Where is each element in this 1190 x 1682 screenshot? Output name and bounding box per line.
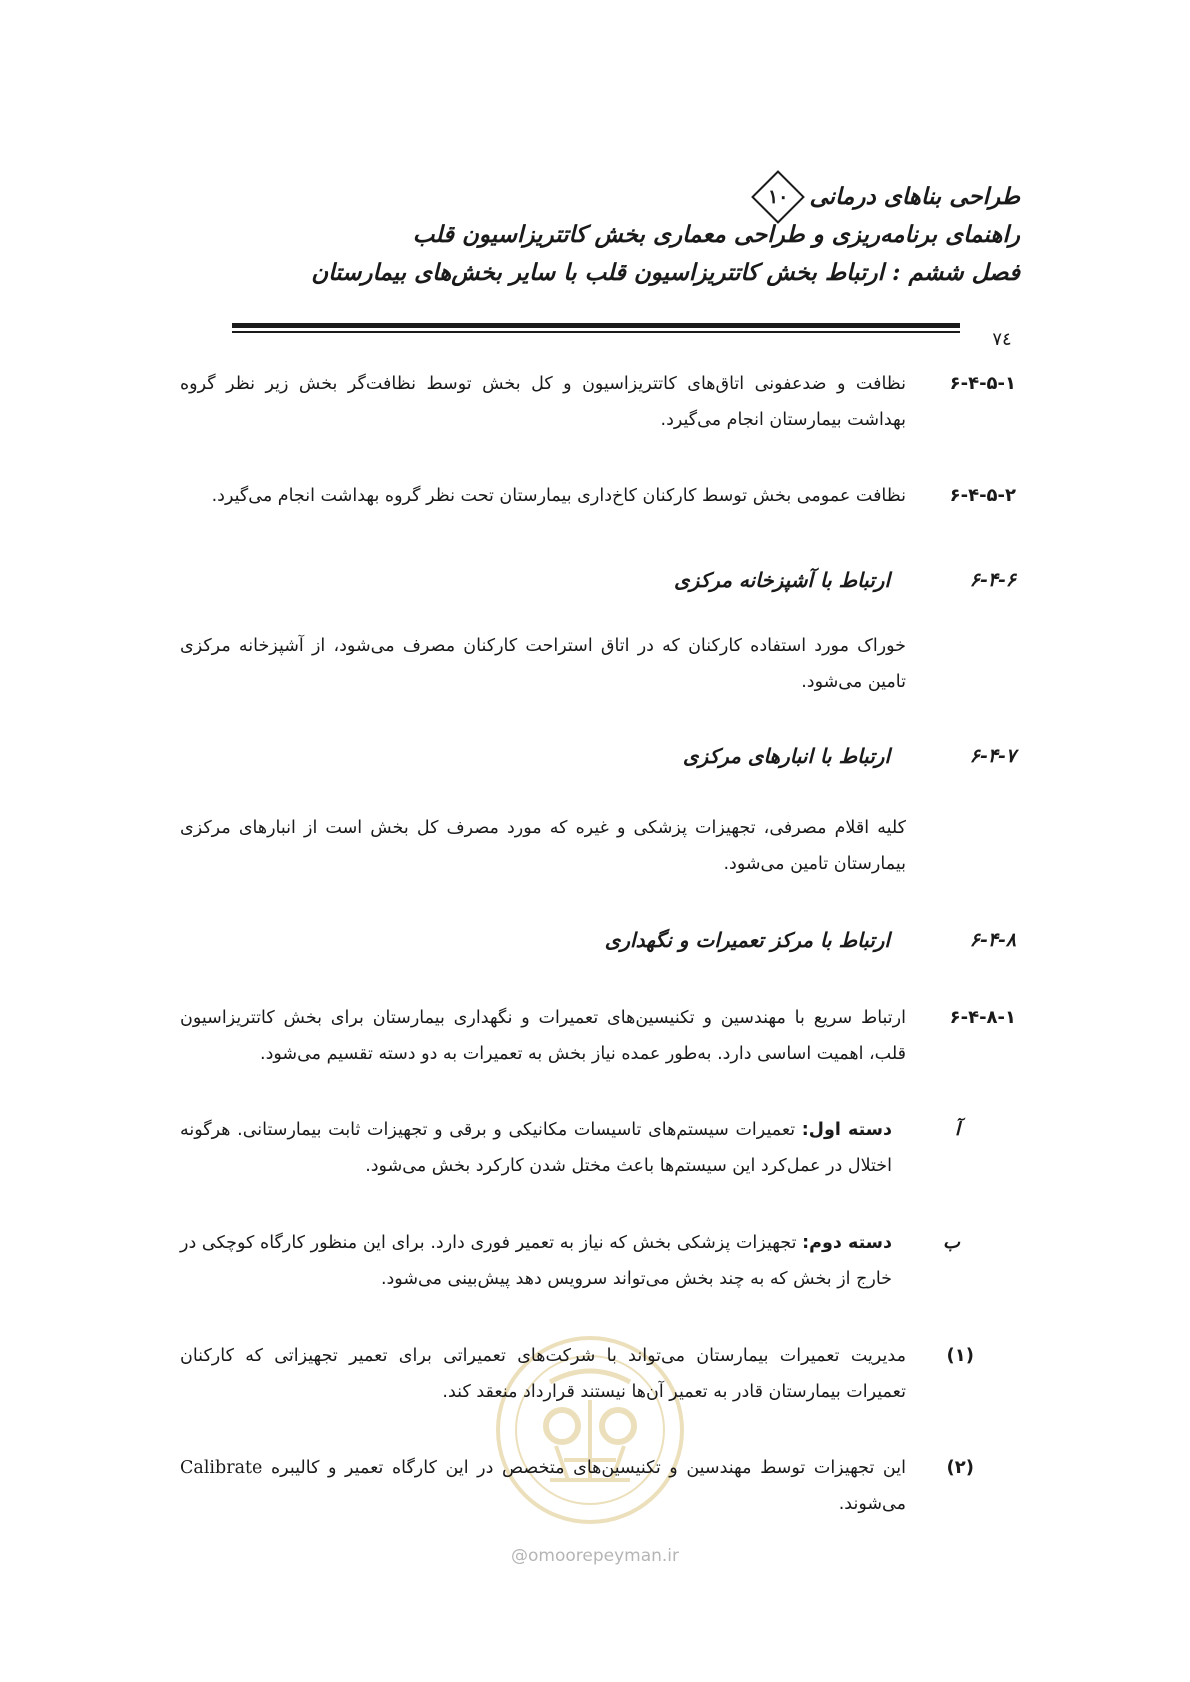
category-lead: دسته اول:	[801, 1120, 892, 1140]
item-text: ارتباط سریع با مهندسین و تکنیسین‌های تعمیرات و نگهداری بیمارستان برای بخش کاتتریزاسیون قلب، اهمیت اساسی دارد. به‌طور عمده نیاز بخش به تعمیرات به دو دسته تقسیم می‌شود.	[180, 1008, 906, 1064]
category-text	[180, 1112, 892, 1184]
item-number: ۶-۴-۵-۲	[949, 485, 1016, 506]
section-title: ارتباط با آشپزخانه مرکزی	[673, 568, 890, 592]
section-text: کلیه اقلام مصرفی، تجهیزات پزشکی و غیره که مورد مصرف کل بخش است از انبارهای مرکزی بیمارستان تامین می‌شود.	[180, 818, 906, 874]
watermark-url: @omoorepeyman.ir	[510, 1546, 680, 1566]
note-body-end: می‌شوند.	[838, 1494, 906, 1514]
category-body: تجهیزات پزشکی بخش که نیاز به تعمیر فوری دارد. برای این منظور کارگاه کوچکی در خارج از بخش که به چند بخش می‌تواند سرویس دهد پیش‌بینی می‌شود.	[180, 1233, 892, 1289]
category-text	[180, 1225, 892, 1297]
latin-term: Calibrate	[180, 1458, 263, 1478]
header-rule-thick	[232, 323, 960, 328]
book-title: طراحی بناهای درمانی	[809, 183, 1020, 210]
section-number: ۶-۴-۸	[969, 929, 1016, 951]
chapter-title: فصل ششم : ارتباط بخش کاتتریزاسیون قلب با سایر بخش‌های بیمارستان	[311, 259, 1020, 286]
section-number: ۶-۴-۷	[969, 745, 1016, 767]
category-body: تعمیرات سیستم‌های تاسیسات مکانیکی و برقی و تجهیزات ثابت بیمارستانی. هرگونه اختلال در عمل‌کرد این سیستم‌ها باعث مختل شدن کارکرد بخش می‌شود.	[180, 1120, 892, 1176]
item-text: نظافت عمومی بخش توسط کارکنان کاخ‌داری بیمارستان تحت نظر گروه بهداشت انجام می‌گیرد.	[211, 486, 906, 506]
book-title-line	[180, 178, 1020, 216]
page-number: ۷٤	[992, 329, 1012, 350]
category-lead: دسته دوم:	[802, 1233, 892, 1253]
note-marker: (۱)	[946, 1345, 974, 1366]
note-marker: (۲)	[946, 1457, 974, 1478]
category-marker: ب	[943, 1232, 960, 1253]
header-rule-thin	[232, 331, 960, 333]
item-number: ۶-۴-۸-۱	[949, 1007, 1016, 1028]
section-title: ارتباط با انبارهای مرکزی	[682, 744, 890, 768]
note-text	[180, 1450, 906, 1522]
category-marker: آ	[954, 1119, 960, 1140]
volume-number: ۱۰	[768, 186, 789, 209]
item-text: نظافت و ضدعفونی اتاق‌های کاتتریزاسیون و کل بخش توسط نظافت‌گر بخش زیر نظر گروه بهداشت بیمارستان انجام می‌گیرد.	[180, 374, 906, 430]
note-body: این تجهیزات توسط مهندسین و تکنیسین‌های متخصص در این کارگاه تعمیر و کالیبره	[271, 1458, 906, 1478]
section-title: ارتباط با مرکز تعمیرات و نگهداری	[604, 928, 890, 952]
note-text: مدیریت تعمیرات بیمارستان می‌تواند با شرکت‌های تعمیراتی برای تعمیر تجهیزاتی که کارکنان تعمیرات بیمارستان قادر به تعمیر آن‌ها نیستند قرارداد منعقد کند.	[180, 1346, 906, 1402]
section-number: ۶-۴-۶	[969, 569, 1016, 591]
item-number: ۶-۴-۵-۱	[949, 373, 1016, 394]
page-header	[180, 178, 1020, 292]
section-text: خوراک مورد استفاده کارکنان که در اتاق استراحت کارکنان مصرف می‌شود، از آشپزخانه مرکزی تامین می‌شود.	[180, 636, 906, 692]
book-subtitle: راهنمای برنامه‌ریزی و طراحی معماری بخش کاتتریزاسیون قلب	[412, 221, 1020, 248]
